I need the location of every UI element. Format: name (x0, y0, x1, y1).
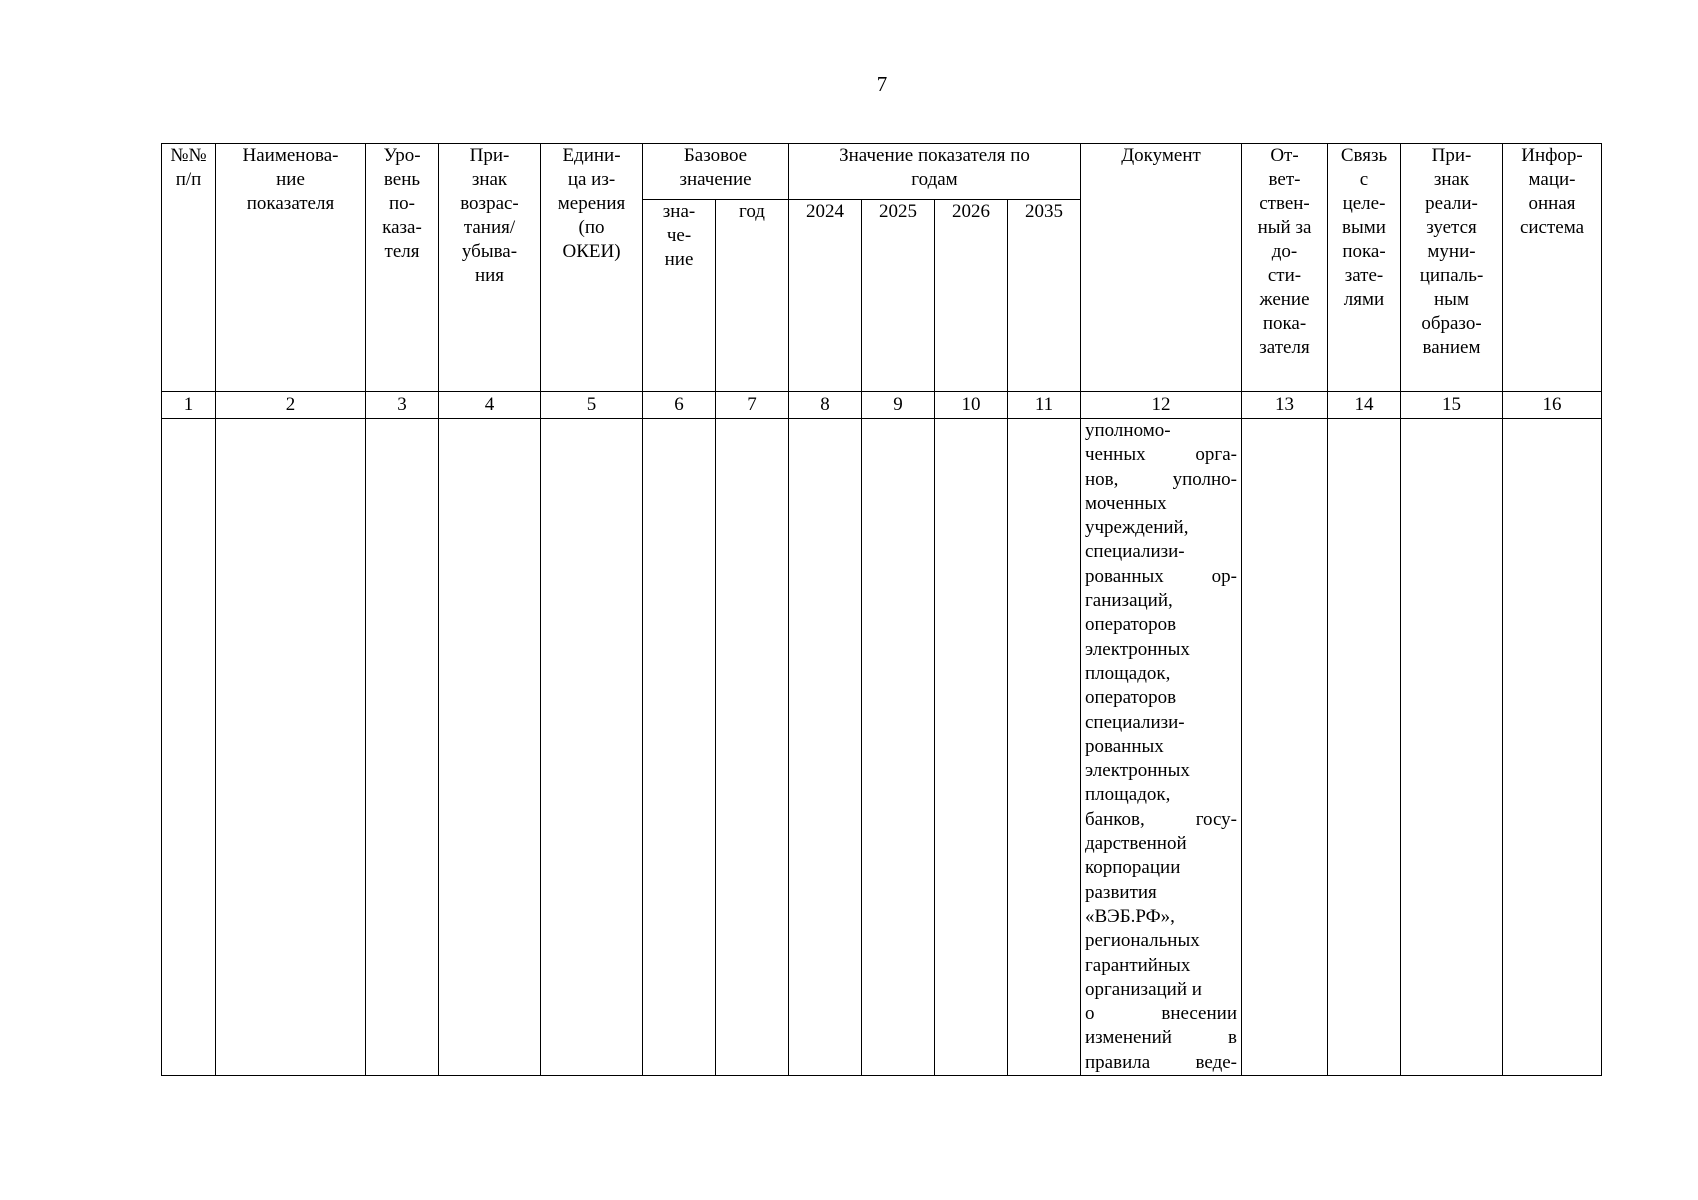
document-text-line: моченных (1085, 492, 1167, 514)
header-base-value-group: Базовое значение (643, 144, 789, 200)
header-base-year: год (716, 200, 789, 392)
table-cell (862, 419, 935, 1076)
column-number: 15 (1401, 392, 1503, 419)
document-text-line: организаций и (1085, 978, 1202, 1000)
indicators-table (161, 143, 1602, 1076)
document-text-line: площадок, (1085, 784, 1171, 806)
document-text-line: ганизаций, (1085, 590, 1173, 612)
header-years-group: Значение показателя по годам (789, 144, 1081, 200)
column-number: 16 (1503, 392, 1602, 419)
column-number: 12 (1081, 392, 1242, 419)
document-text-line: банков, госу- (1085, 808, 1237, 830)
table-cell (1008, 419, 1081, 1076)
document-text-line: рованных ор- (1085, 565, 1237, 587)
table-cell (789, 419, 862, 1076)
header-growth-sign: При- знак возрас- тания/ убыва- ния (439, 144, 541, 392)
table-cell (716, 419, 789, 1076)
header-number: №№ п/п (162, 144, 216, 392)
header-document: Документ (1081, 144, 1242, 392)
document-text-line: операторов (1085, 614, 1177, 636)
column-number: 6 (643, 392, 716, 419)
column-number: 8 (789, 392, 862, 419)
column-number: 3 (366, 392, 439, 419)
document-text-line: правила веде- (1085, 1051, 1237, 1073)
document-text-line: о внесении (1085, 1003, 1237, 1025)
document-text-line: нов, уполно- (1085, 468, 1237, 490)
document-text-line: развития (1085, 881, 1157, 903)
header-year-2026: 2026 (935, 200, 1008, 392)
table-cell (216, 419, 366, 1076)
document-text-line: ченных орга- (1085, 444, 1237, 466)
column-number: 13 (1242, 392, 1328, 419)
document-text-line: изменений в (1085, 1027, 1237, 1049)
document-text-line: «ВЭБ.РФ», (1085, 905, 1175, 927)
table-cell (366, 419, 439, 1076)
table-cell (1503, 419, 1602, 1076)
column-number: 11 (1008, 392, 1081, 419)
table-row (162, 419, 1602, 1076)
document-text-cell (1081, 419, 1242, 1076)
table-cell (643, 419, 716, 1076)
document-text-line: дарственной (1085, 833, 1187, 855)
document-text-line: учреждений, (1085, 517, 1189, 539)
column-number: 9 (862, 392, 935, 419)
document-text-line: рованных (1085, 735, 1164, 757)
header-municipal-sign: При- знак реали- зуется муни- ципаль- ным образо- ванием (1401, 144, 1503, 392)
document-text-line: корпорации (1085, 857, 1181, 879)
column-number: 1 (162, 392, 216, 419)
column-number: 14 (1328, 392, 1401, 419)
table-cell (935, 419, 1008, 1076)
header-row-1 (162, 144, 1602, 200)
document-text-line: площадок, (1085, 662, 1171, 684)
header-base-value: зна- че- ние (643, 200, 716, 392)
column-number: 7 (716, 392, 789, 419)
table-cell (1401, 419, 1503, 1076)
header-information-system: Инфор- маци- онная система (1503, 144, 1602, 392)
header-year-2035: 2035 (1008, 200, 1081, 392)
table-cell (541, 419, 643, 1076)
header-indicator-name: Наименова- ние показателя (216, 144, 366, 392)
document-text-line: уполномо- (1085, 420, 1171, 441)
column-number: 10 (935, 392, 1008, 419)
column-number: 4 (439, 392, 541, 419)
table-cell (162, 419, 216, 1076)
header-year-2025: 2025 (862, 200, 935, 392)
column-number: 2 (216, 392, 366, 419)
header-indicator-level: Уро- вень по- каза- теля (366, 144, 439, 392)
document-text-line: операторов (1085, 687, 1177, 709)
header-link-to-targets: Связь с целе- выми пока- зате- лями (1328, 144, 1401, 392)
table-cell (439, 419, 541, 1076)
table-cell (1328, 419, 1401, 1076)
column-number: 5 (541, 392, 643, 419)
column-numbers-row (162, 392, 1602, 419)
document-text-line: электронных (1085, 760, 1190, 782)
document-text-line: специализи- (1085, 711, 1185, 733)
document-text-line: гарантийных (1085, 954, 1191, 976)
header-responsible: От- вет- ствен- ный за до- сти- жение пока- зателя (1242, 144, 1328, 392)
document-text-line: специализи- (1085, 541, 1185, 563)
document-text-line: региональных (1085, 930, 1200, 952)
header-unit: Едини- ца из- мерения (по ОКЕИ) (541, 144, 643, 392)
table-cell (1242, 419, 1328, 1076)
header-year-2024: 2024 (789, 200, 862, 392)
document-text-line: электронных (1085, 638, 1190, 660)
page-number: 7 (876, 72, 888, 96)
